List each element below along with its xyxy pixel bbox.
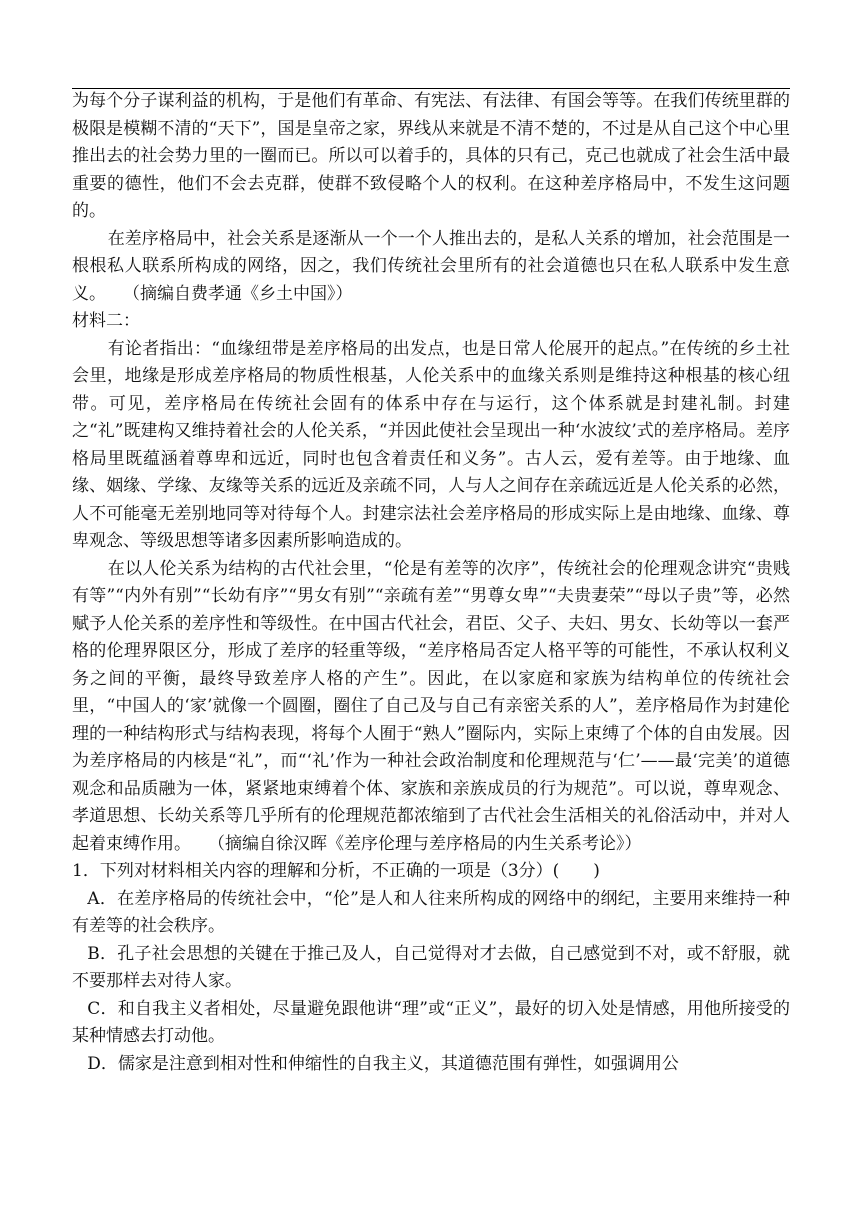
option-b: B．孔子社会思想的关键在于推己及人，自己觉得对才去做，自己感觉到不对，或不舒服，就不要那样去对待人家。 [72,943,790,991]
option-a: A．在差序格局的传统社会中，“伦”是人和人往来所构成的网络中的纲纪，主要用来维持一种有差等的社会秩序。 [72,888,790,936]
paragraph-1: 为每个分子谋利益的机构，于是他们有革命、有宪法、有法律、有国会等等。在我们传统里群的极限是模糊不清的“天下”，国是皇帝之家，界线从来就是不清不楚的，不过是从自己这个中心里推出去的社会势力里的一圈而已。所以可以着手的，具体的只有己，克己也就成了社会生活中最重要的德性，他们不会去克群，使群不致侵略个人的权利。在这种差序格局中，不发生这问题的。 [72,91,790,221]
paragraph-2: 在差序格局中，社会关系是逐渐从一个一个人推出去的，是私人关系的增加，社会范围是一根根私人联系所构成的网络，因之，我们传统社会里所有的社会道德也只在私人联系中发生意义。 （摘编自费孝通《乡土中国》） [72,228,790,304]
paragraph-3: 有论者指出：“血缘纽带是差序格局的出发点，也是日常人伦展开的起点。”在传统的乡土社会里，地缘是形成差序格局的物质性根基，人伦关系中的血缘关系则是维持这种根基的核心纽带。可见，差序格局在传统社会固有的体系中存在与运行，这个体系就是封建礼制。封建之“礼”既建构又维持着社会的人伦关系，“并因此使社会呈现出一种‘水波纹’式的差序格局。差序格局里既蕴涵着尊卑和远近，同时也包含着责任和义务”。古人云，爱有差等。由于地缘、血缘、姻缘、学缘、友缘等关系的远近及亲疏不同，人与人之间存在亲疏远近是人伦关系的必然，人不可能毫无差别地同等对待每个人。封建宗法社会差序格局的形成实际上是由地缘、血缘、尊卑观念、等级思想等诸多因素所影响造成的。 [72,338,790,551]
option-d: D．儒家是注意到相对性和伸缩性的自我主义，其道德范围有弹性，如强调用公 [87,1053,679,1074]
option-c: C．和自我主义者相处，尽量避免跟他讲“理”或“正义”，最好的切入处是情感，用他所接受的某种情感去打动他。 [72,998,790,1046]
question-stem: 1．下列对材料相关内容的理解和分析，不正确的一项是（3分）( ) [72,861,600,881]
paragraph-4: 在以人伦关系为结构的古代社会里，“伦是有差等的次序”，传统社会的伦理观念讲究“贵贱有等”“内外有别”“长幼有序”“男女有别”“亲疏有差”“男尊女卑”“夫贵妻荣”“母以子贵”等，必然赋予人伦关系的差序性和等级性。在中国古代社会，君臣、父子、夫妇、男女、长幼等以一套严格的伦理界限区分，形成了差序的轻重等级，“差序格局否定人格平等的可能性，不承认权利义务之间的平衡，最终导致差序人格的产生”。因此，在以家庭和家族为结构单位的传统社会里，“中国人的‘家’就像一个圆圈，圈住了自己及与自己有亲密关系的人”，差序格局作为封建伦理的一种结构形式与结构表现，将每个人囿于“熟人”圈际内，实际上束缚了个体的自由发展。因为差序格局的内核是“礼”，而“‘礼’作为一种社会政治制度和伦理规范与‘仁’——最‘完美’的道德观念和品质融为一体，紧紧地束缚着个体、家族和亲族成员的行为规范”。可以说，尊卑观念、孝道思想、长幼关系等几乎所有的伦理规范都浓缩到了古代社会生活相关的礼俗活动中，并对人起着束缚作用。 （摘编自徐汉晖《差序伦理与差序格局的内生关系考论》） [72,558,790,854]
document-body [72,88,790,1078]
section-heading-material-2: 材料二： [72,311,140,331]
